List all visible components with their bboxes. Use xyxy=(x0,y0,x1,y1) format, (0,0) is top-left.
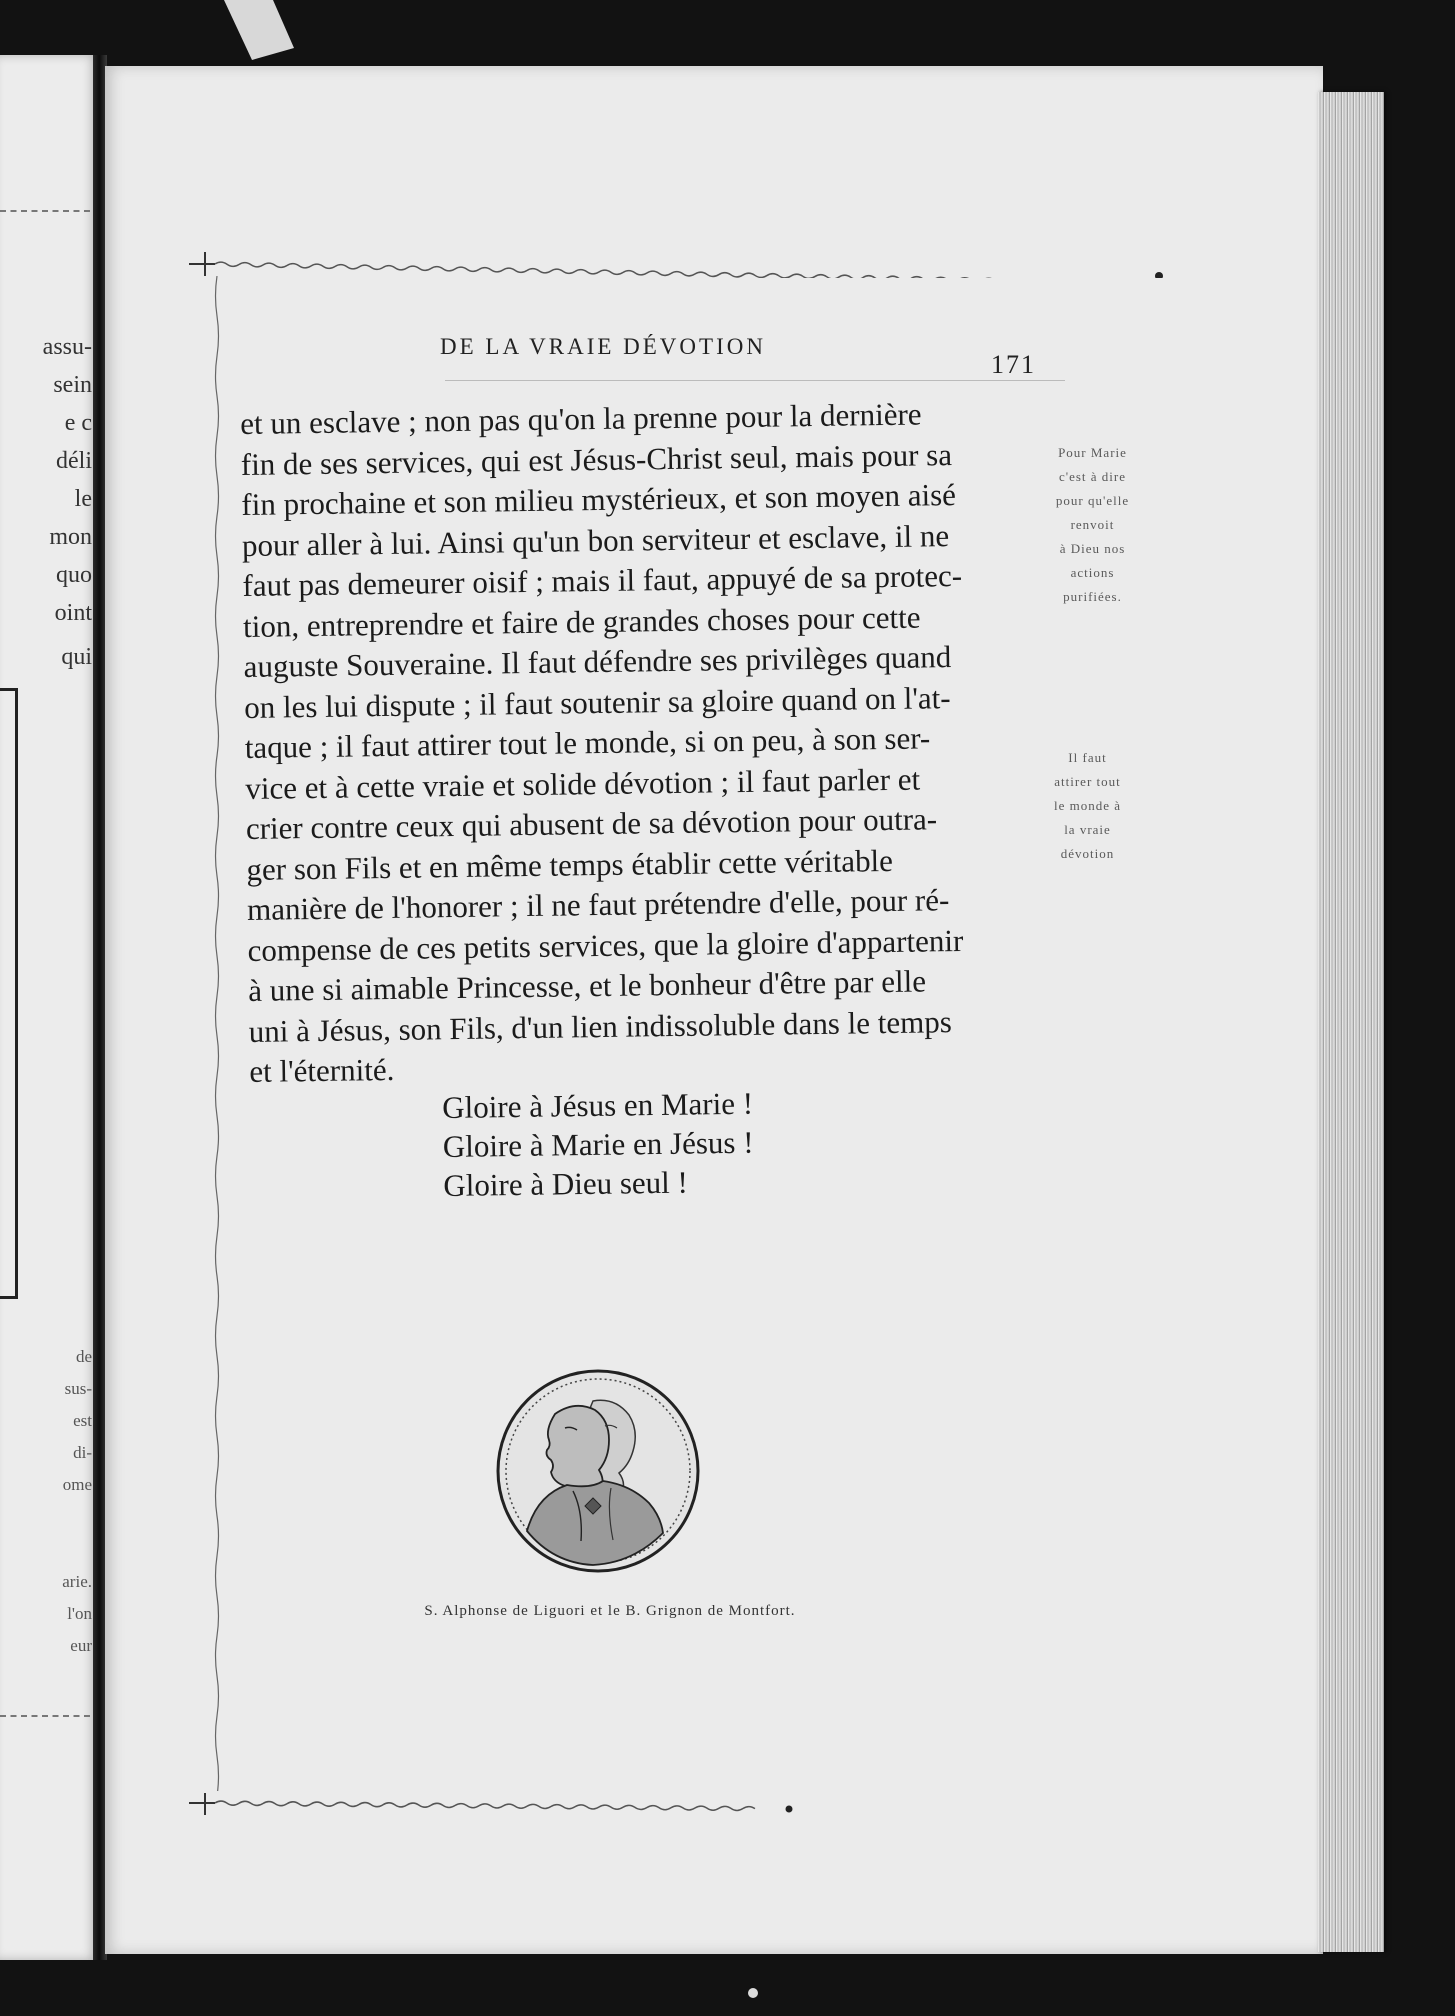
body-line: et un esclave ; non pas qu'on la prenne pour la dernière xyxy=(240,396,922,441)
margin-note-line: Pour Marie xyxy=(1058,445,1127,460)
book-page xyxy=(105,66,1323,1954)
body-line: crier contre ceux qui abusent de sa dévotion pour outra- xyxy=(245,801,938,846)
illustration-caption: S. Alphonse de Liguori et le B. Grignon de Montfort. xyxy=(424,1603,796,1619)
facing-page-rule-top xyxy=(0,210,90,212)
facing-fragment: oint xyxy=(54,600,92,626)
facing-fragment: di- xyxy=(73,1443,92,1462)
doxology-line: Gloire à Dieu seul ! xyxy=(443,1164,689,1203)
facing-fragment: mon xyxy=(49,524,92,550)
facing-fragment: arie. xyxy=(62,1572,92,1591)
margin-note-line: pour qu'elle xyxy=(1055,493,1130,508)
bottom-notch xyxy=(748,1988,758,1998)
page-edges xyxy=(1318,92,1384,1952)
body-line: fin prochaine et son milieu mystérieux, et son moyen aisé xyxy=(241,477,957,522)
body-line: et l'éternité. xyxy=(249,1051,395,1089)
body-line: vice et à cette vraie et solide dévotion ; il faut parler et xyxy=(245,761,921,806)
facing-fragment: eur xyxy=(70,1636,92,1655)
page-number: 171 xyxy=(991,350,1036,379)
margin-note-line: dévotion xyxy=(1060,846,1115,861)
header-rule xyxy=(445,380,1065,381)
doxology-line: Gloire à Marie en Jésus ! xyxy=(442,1124,754,1164)
body-line: auguste Souveraine. Il faut défendre ses privilèges quand xyxy=(243,639,952,684)
margin-note-line: attirer tout xyxy=(1054,774,1121,789)
margin-note-line: actions xyxy=(1070,565,1115,580)
body-line: à une si aimable Princesse, et le bonheur d'être par elle xyxy=(247,963,927,1008)
facing-fragment: déli xyxy=(56,448,92,474)
facing-fragment: e c xyxy=(64,410,92,436)
body-line: on les lui dispute ; il faut soutenir sa gloire quand on l'at- xyxy=(243,679,951,725)
margin-note xyxy=(1035,441,1150,609)
body-line: uni à Jésus, son Fils, d'un lien indissoluble dans le temps xyxy=(248,1003,953,1049)
body-line: pour aller à lui. Ainsi qu'un bon serviteur et esclave, il ne xyxy=(241,517,950,563)
body-line: taque ; il faut attirer tout le monde, si on peu, à son ser- xyxy=(244,720,931,765)
body-line: faut pas demeurer oisif ; mais il faut, appuyé de sa protec- xyxy=(242,557,963,603)
doxology xyxy=(442,1084,754,1205)
facing-fragment: l'on xyxy=(67,1604,92,1623)
body-line: compense de ces petits services, que la gloire d'appartenir xyxy=(247,922,964,968)
facing-fragment: ome xyxy=(62,1475,92,1494)
margin-note xyxy=(1030,746,1145,866)
facing-fragment: de xyxy=(75,1347,92,1366)
margin-note-line: à Dieu nos xyxy=(1059,541,1126,556)
margin-note-line: renvoit xyxy=(1070,517,1115,532)
doxology-line: Gloire à Jésus en Marie ! xyxy=(442,1085,754,1125)
body-line: fin de ses services, qui est Jésus-Christ seul, mais pour sa xyxy=(240,436,953,482)
facing-page xyxy=(0,55,98,1960)
body-line: ger son Fils et en même temps établir cette véritable xyxy=(246,842,894,887)
facing-fragment: assu- xyxy=(42,334,92,360)
facing-page-rule-bottom xyxy=(0,1715,90,1717)
facing-fragment: sus- xyxy=(64,1379,92,1398)
margin-note-line: le monde à xyxy=(1053,798,1122,813)
running-head: DE LA VRAIE DÉVOTION xyxy=(440,334,766,359)
margin-note-line: purifiées. xyxy=(1063,589,1122,604)
body-text xyxy=(240,393,1040,1092)
decorative-rule-top xyxy=(185,250,1175,278)
margin-note-line: c'est à dire xyxy=(1058,469,1127,484)
decorative-rule-left xyxy=(213,276,221,1791)
facing-fragment: quo xyxy=(56,562,92,588)
corner-tab xyxy=(224,0,294,60)
facing-page-illustration-frame xyxy=(0,688,18,1299)
portrait-medallion xyxy=(493,1366,703,1576)
facing-fragment: qui xyxy=(61,644,92,670)
facing-fragment: est xyxy=(73,1411,92,1430)
body-line: tion, entreprendre et faire de grandes choses pour cette xyxy=(242,599,921,644)
facing-fragment: le xyxy=(74,486,92,512)
margin-note-line: la vraie xyxy=(1064,822,1111,837)
body-line: manière de l'honorer ; il ne faut prétendre d'elle, pour ré- xyxy=(246,882,950,927)
decorative-rule-bottom xyxy=(185,1793,805,1817)
facing-fragment: sein xyxy=(53,372,92,398)
margin-note-line: Il faut xyxy=(1068,750,1107,765)
